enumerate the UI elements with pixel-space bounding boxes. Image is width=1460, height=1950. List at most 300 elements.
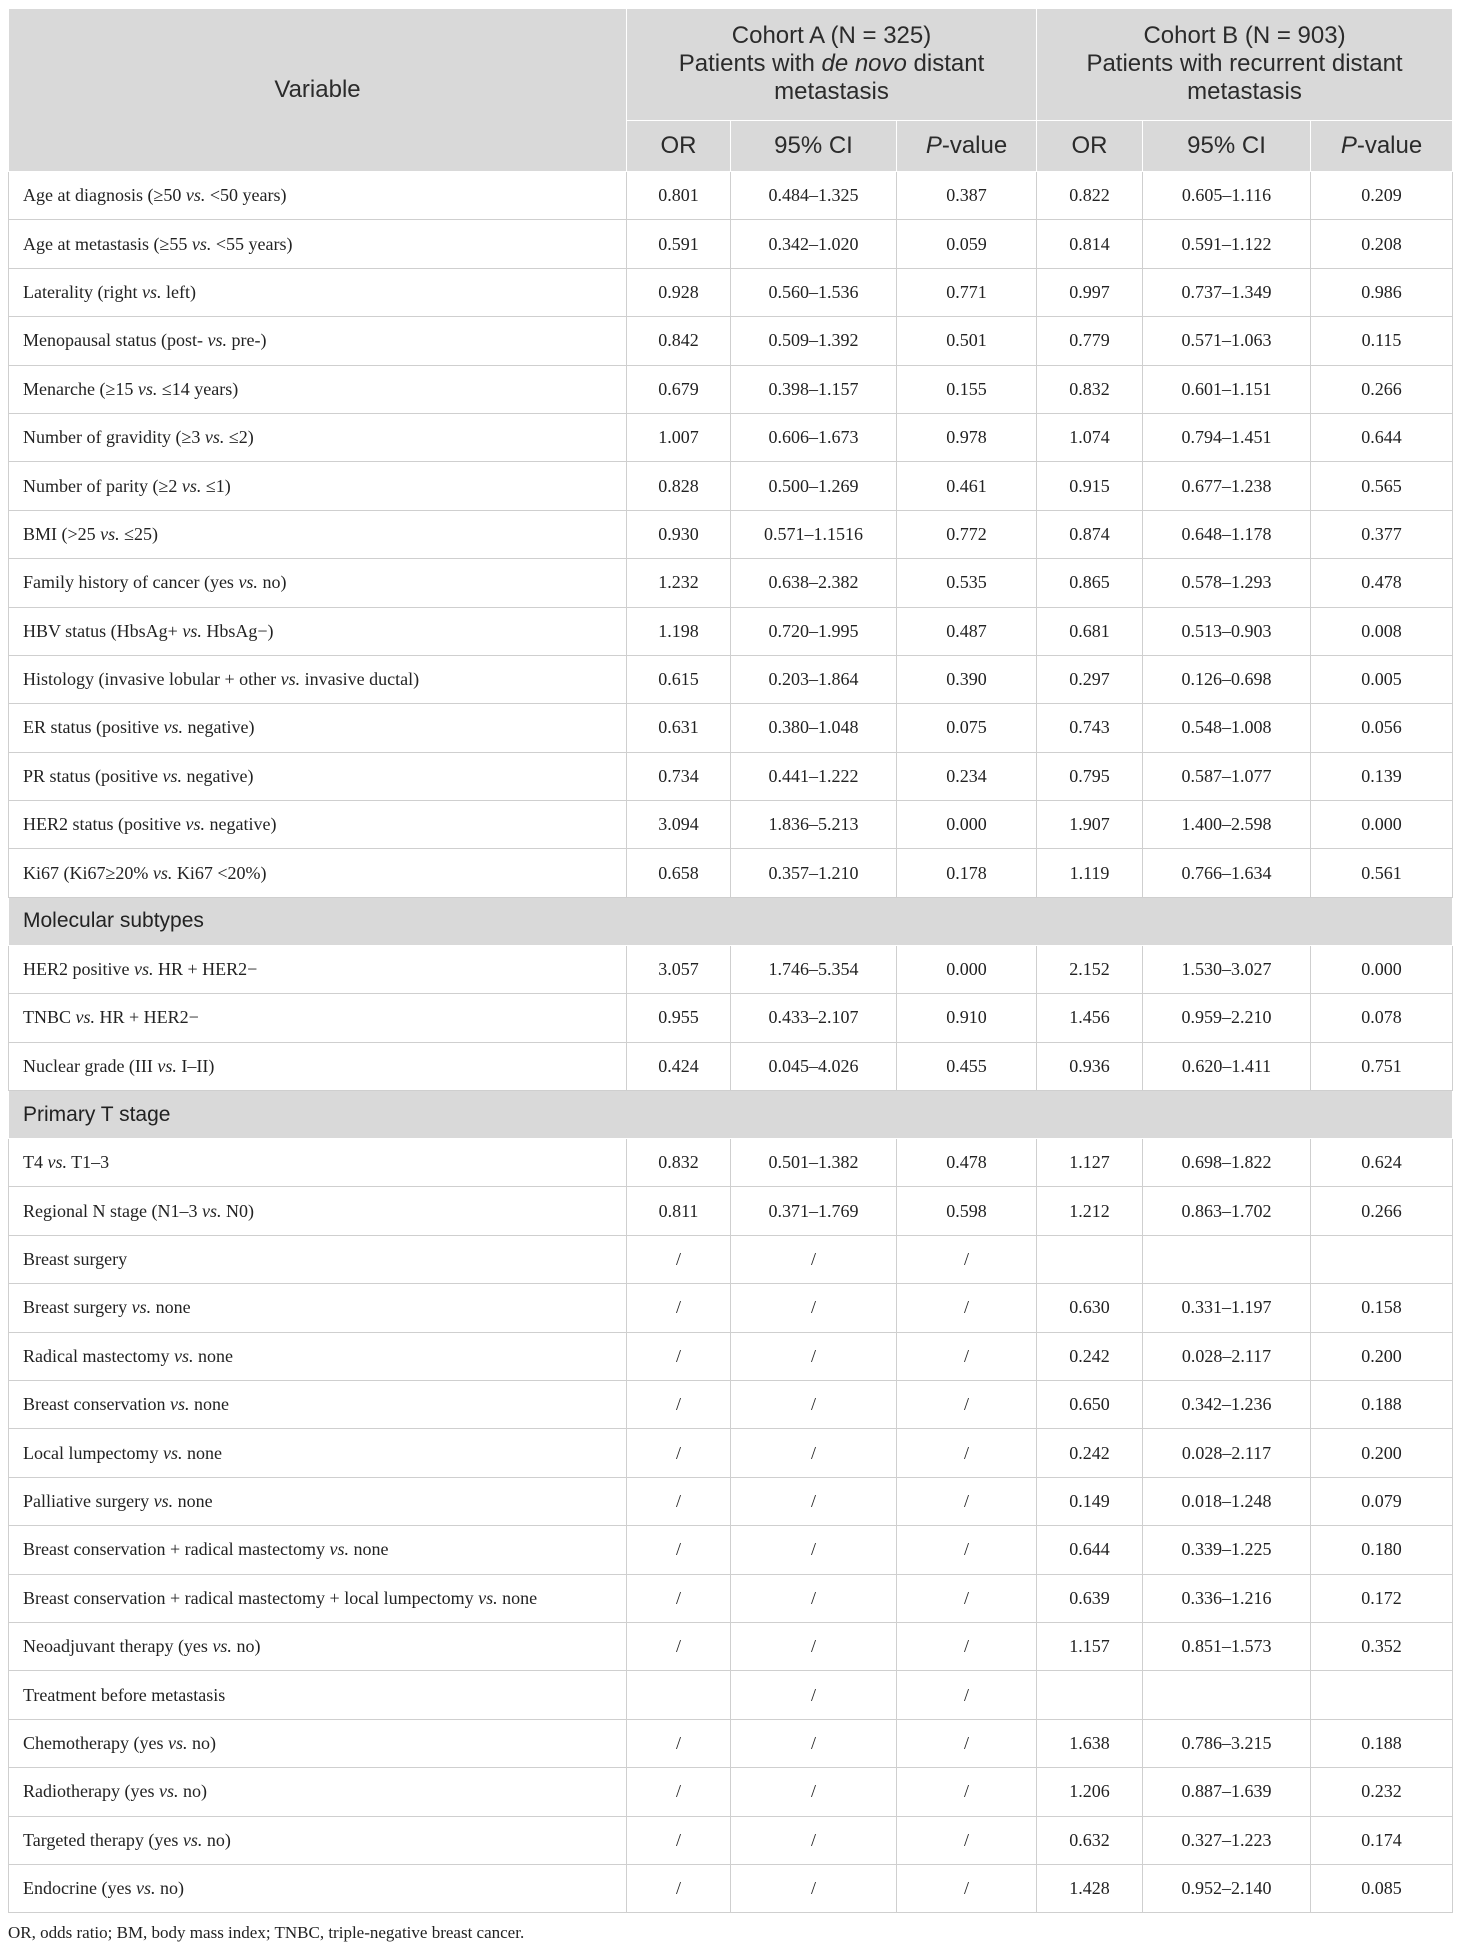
results-table: [8, 8, 1453, 1913]
table-row: [9, 317, 1453, 365]
a-ci-cell: /: [731, 1526, 897, 1574]
b-ci-cell: 0.126–0.698: [1143, 655, 1311, 703]
table-row: [9, 1719, 1453, 1767]
b-ci-cell: 0.327–1.223: [1143, 1816, 1311, 1864]
b-p-cell: 0.174: [1311, 1816, 1453, 1864]
b-p-cell: 0.008: [1311, 607, 1453, 655]
a-p-cell: 0.000: [897, 945, 1037, 993]
variable-cell: HBV status (HbsAg+ vs. HbsAg−): [9, 607, 627, 655]
b-ci-cell: 1.400–2.598: [1143, 801, 1311, 849]
table-row: [9, 1622, 1453, 1670]
a-ci-cell: 0.571–1.1516: [731, 510, 897, 558]
b-p-cell: 0.180: [1311, 1526, 1453, 1574]
a-p-cell: 0.075: [897, 704, 1037, 752]
a-p-cell: 0.910: [897, 994, 1037, 1042]
a-or-cell: 0.828: [627, 462, 731, 510]
a-ci-cell: 0.380–1.048: [731, 704, 897, 752]
b-p-cell: 0.986: [1311, 268, 1453, 316]
table-row: [9, 220, 1453, 268]
b-p-cell: 0.158: [1311, 1284, 1453, 1332]
b-or-cell: 1.638: [1037, 1719, 1143, 1767]
b-or-cell: 1.428: [1037, 1864, 1143, 1912]
b-p-cell: 0.209: [1311, 172, 1453, 220]
cohort-a-subtitle-line3: metastasis: [774, 78, 889, 106]
a-or-cell: 3.094: [627, 801, 731, 849]
a-or-cell: 0.842: [627, 317, 731, 365]
b-or-cell: 0.865: [1037, 559, 1143, 607]
b-p-cell: 0.751: [1311, 1042, 1453, 1090]
b-or-cell: 1.119: [1037, 849, 1143, 897]
b-or-cell: 0.297: [1037, 655, 1143, 703]
b-or-cell: 0.779: [1037, 317, 1143, 365]
table-row: [9, 994, 1453, 1042]
a-ci-cell: 0.720–1.995: [731, 607, 897, 655]
b-p-cell: 0.208: [1311, 220, 1453, 268]
b-or-cell: 0.795: [1037, 752, 1143, 800]
footnote: OR, odds ratio; BM, body mass index; TNBC, triple-negative breast cancer.: [8, 1923, 525, 1943]
table-row: [9, 1526, 1453, 1574]
table-row: [9, 510, 1453, 558]
b-or-cell: 0.874: [1037, 510, 1143, 558]
b-ci-cell: 0.952–2.140: [1143, 1864, 1311, 1912]
section-label: Primary T stage: [9, 1091, 1453, 1139]
header-a-or: OR: [627, 120, 731, 171]
table-row: [9, 801, 1453, 849]
table-row: [9, 1671, 1453, 1719]
a-or-cell: /: [627, 1526, 731, 1574]
b-or-cell: 0.814: [1037, 220, 1143, 268]
b-p-cell: 0.377: [1311, 510, 1453, 558]
header-cohort-b: [1037, 9, 1453, 121]
variable-cell: Breast conservation + radical mastectomy vs. none: [9, 1526, 627, 1574]
b-p-cell: 0.115: [1311, 317, 1453, 365]
b-ci-cell: 0.571–1.063: [1143, 317, 1311, 365]
variable-cell: Breast surgery: [9, 1235, 627, 1283]
a-or-cell: 0.811: [627, 1187, 731, 1235]
b-p-cell: 0.624: [1311, 1139, 1453, 1187]
a-or-cell: 1.198: [627, 607, 731, 655]
a-or-cell: /: [627, 1332, 731, 1380]
a-p-cell: 0.390: [897, 655, 1037, 703]
a-p-cell: /: [897, 1235, 1037, 1283]
variable-cell: HER2 status (positive vs. negative): [9, 801, 627, 849]
b-p-cell: 0.079: [1311, 1477, 1453, 1525]
b-or-cell: 0.644: [1037, 1526, 1143, 1574]
header-b-or: OR: [1037, 120, 1143, 171]
b-p-cell: 0.172: [1311, 1574, 1453, 1622]
a-ci-cell: 0.433–2.107: [731, 994, 897, 1042]
a-or-cell: /: [627, 1816, 731, 1864]
b-p-cell: 0.478: [1311, 559, 1453, 607]
a-ci-cell: 0.203–1.864: [731, 655, 897, 703]
b-or-cell: 0.681: [1037, 607, 1143, 655]
table-row: [9, 172, 1453, 220]
b-or-cell: 0.743: [1037, 704, 1143, 752]
table-row: [9, 945, 1453, 993]
a-p-cell: /: [897, 1719, 1037, 1767]
header-variable: Variable: [9, 9, 627, 172]
a-p-cell: 0.771: [897, 268, 1037, 316]
table-row: [9, 752, 1453, 800]
b-ci-cell: 0.677–1.238: [1143, 462, 1311, 510]
b-ci-cell: 0.587–1.077: [1143, 752, 1311, 800]
cohort-b-subtitle-line3: metastasis: [1187, 78, 1302, 106]
a-p-cell: 0.000: [897, 801, 1037, 849]
a-ci-cell: /: [731, 1622, 897, 1670]
a-ci-cell: /: [731, 1332, 897, 1380]
b-or-cell: 0.832: [1037, 365, 1143, 413]
b-p-cell: 0.078: [1311, 994, 1453, 1042]
table-row: [9, 849, 1453, 897]
b-or-cell: 1.157: [1037, 1622, 1143, 1670]
table-row: [9, 1187, 1453, 1235]
a-ci-cell: 0.342–1.020: [731, 220, 897, 268]
variable-cell: Radiotherapy (yes vs. no): [9, 1768, 627, 1816]
cohort-a-subtitle-em: de novo: [821, 50, 907, 78]
b-ci-cell: 0.018–1.248: [1143, 1477, 1311, 1525]
variable-cell: Family history of cancer (yes vs. no): [9, 559, 627, 607]
b-or-cell: 0.149: [1037, 1477, 1143, 1525]
b-or-cell: 1.456: [1037, 994, 1143, 1042]
variable-cell: Age at metastasis (≥55 vs. <55 years): [9, 220, 627, 268]
a-or-cell: 0.679: [627, 365, 731, 413]
header-b-p-em: P: [1340, 131, 1357, 159]
a-ci-cell: 0.638–2.382: [731, 559, 897, 607]
a-ci-cell: /: [731, 1380, 897, 1428]
b-or-cell: [1037, 1671, 1143, 1719]
b-ci-cell: 0.786–3.215: [1143, 1719, 1311, 1767]
b-or-cell: 1.127: [1037, 1139, 1143, 1187]
b-ci-cell: 0.548–1.008: [1143, 704, 1311, 752]
b-p-cell: [1311, 1671, 1453, 1719]
b-ci-cell: 0.028–2.117: [1143, 1332, 1311, 1380]
a-or-cell: [627, 1671, 731, 1719]
a-p-cell: /: [897, 1816, 1037, 1864]
a-or-cell: 0.734: [627, 752, 731, 800]
b-or-cell: 0.242: [1037, 1429, 1143, 1477]
b-ci-cell: 0.513–0.903: [1143, 607, 1311, 655]
a-or-cell: 0.832: [627, 1139, 731, 1187]
variable-cell: Breast surgery vs. none: [9, 1284, 627, 1332]
cohort-b-subtitle: Patients with recurrent distant: [1086, 50, 1403, 78]
a-p-cell: /: [897, 1622, 1037, 1670]
variable-cell: Neoadjuvant therapy (yes vs. no): [9, 1622, 627, 1670]
a-p-cell: 0.978: [897, 413, 1037, 461]
b-or-cell: 1.907: [1037, 801, 1143, 849]
a-ci-cell: 0.371–1.769: [731, 1187, 897, 1235]
a-or-cell: /: [627, 1622, 731, 1670]
b-p-cell: 0.266: [1311, 365, 1453, 413]
table-row: [9, 1429, 1453, 1477]
variable-cell: Menarche (≥15 vs. ≤14 years): [9, 365, 627, 413]
a-or-cell: 0.615: [627, 655, 731, 703]
a-or-cell: 0.955: [627, 994, 731, 1042]
a-p-cell: 0.487: [897, 607, 1037, 655]
section-row: [9, 897, 1453, 945]
header-a-ci: 95% CI: [731, 120, 897, 171]
header-cohort-a: [627, 9, 1037, 121]
a-p-cell: 0.598: [897, 1187, 1037, 1235]
table-row: [9, 1864, 1453, 1912]
b-or-cell: 0.650: [1037, 1380, 1143, 1428]
a-or-cell: /: [627, 1284, 731, 1332]
b-ci-cell: [1143, 1671, 1311, 1719]
variable-cell: HER2 positive vs. HR + HER2−: [9, 945, 627, 993]
variable-cell: Palliative surgery vs. none: [9, 1477, 627, 1525]
variable-cell: Breast conservation + radical mastectomy + local lumpectomy vs. none: [9, 1574, 627, 1622]
b-or-cell: 1.206: [1037, 1768, 1143, 1816]
a-ci-cell: /: [731, 1284, 897, 1332]
b-ci-cell: 0.339–1.225: [1143, 1526, 1311, 1574]
b-ci-cell: 0.028–2.117: [1143, 1429, 1311, 1477]
b-ci-cell: 0.601–1.151: [1143, 365, 1311, 413]
b-ci-cell: [1143, 1235, 1311, 1283]
a-p-cell: /: [897, 1768, 1037, 1816]
b-ci-cell: 1.530–3.027: [1143, 945, 1311, 993]
b-or-cell: 0.242: [1037, 1332, 1143, 1380]
a-ci-cell: 0.501–1.382: [731, 1139, 897, 1187]
b-ci-cell: 0.794–1.451: [1143, 413, 1311, 461]
a-p-cell: 0.455: [897, 1042, 1037, 1090]
b-p-cell: 0.188: [1311, 1719, 1453, 1767]
variable-cell: Number of parity (≥2 vs. ≤1): [9, 462, 627, 510]
a-p-cell: /: [897, 1380, 1037, 1428]
b-ci-cell: 0.336–1.216: [1143, 1574, 1311, 1622]
cohort-a-subtitle: [627, 50, 1036, 78]
header-a-p-rest: -value: [941, 131, 1008, 159]
table-row: [9, 607, 1453, 655]
a-ci-cell: 1.836–5.213: [731, 801, 897, 849]
a-or-cell: 0.930: [627, 510, 731, 558]
a-p-cell: 0.059: [897, 220, 1037, 268]
a-or-cell: 0.928: [627, 268, 731, 316]
table-row: [9, 1235, 1453, 1283]
b-or-cell: [1037, 1235, 1143, 1283]
a-p-cell: /: [897, 1332, 1037, 1380]
header-b-p-rest: -value: [1356, 131, 1423, 159]
table-row: [9, 365, 1453, 413]
b-or-cell: 0.630: [1037, 1284, 1143, 1332]
a-p-cell: 0.478: [897, 1139, 1037, 1187]
variable-cell: Breast conservation vs. none: [9, 1380, 627, 1428]
b-ci-cell: 0.331–1.197: [1143, 1284, 1311, 1332]
a-ci-cell: 0.398–1.157: [731, 365, 897, 413]
b-p-cell: 0.000: [1311, 945, 1453, 993]
a-ci-cell: 0.606–1.673: [731, 413, 897, 461]
table-row: [9, 559, 1453, 607]
b-p-cell: 0.005: [1311, 655, 1453, 703]
a-ci-cell: 0.509–1.392: [731, 317, 897, 365]
b-or-cell: 0.915: [1037, 462, 1143, 510]
header-b-p: [1311, 120, 1453, 171]
variable-cell: Nuclear grade (III vs. I–II): [9, 1042, 627, 1090]
b-p-cell: 0.232: [1311, 1768, 1453, 1816]
a-or-cell: /: [627, 1719, 731, 1767]
b-or-cell: 0.822: [1037, 172, 1143, 220]
b-or-cell: 2.152: [1037, 945, 1143, 993]
b-ci-cell: 0.591–1.122: [1143, 220, 1311, 268]
a-ci-cell: /: [731, 1864, 897, 1912]
b-p-cell: 0.352: [1311, 1622, 1453, 1670]
variable-cell: Targeted therapy (yes vs. no): [9, 1816, 627, 1864]
a-ci-cell: 0.045–4.026: [731, 1042, 897, 1090]
a-p-cell: 0.772: [897, 510, 1037, 558]
cohort-a-subtitle-pre: Patients with: [678, 50, 822, 78]
variable-cell: Regional N stage (N1–3 vs. N0): [9, 1187, 627, 1235]
a-p-cell: /: [897, 1284, 1037, 1332]
b-or-cell: 0.639: [1037, 1574, 1143, 1622]
table-row: [9, 1139, 1453, 1187]
a-p-cell: /: [897, 1526, 1037, 1574]
table-row: [9, 462, 1453, 510]
table-row: [9, 268, 1453, 316]
b-ci-cell: 0.737–1.349: [1143, 268, 1311, 316]
a-p-cell: 0.501: [897, 317, 1037, 365]
a-or-cell: /: [627, 1477, 731, 1525]
table-container: [8, 8, 1452, 1943]
b-p-cell: 0.644: [1311, 413, 1453, 461]
table-row: [9, 1332, 1453, 1380]
header-a-p-em: P: [925, 131, 942, 159]
table-row: [9, 655, 1453, 703]
b-ci-cell: 0.698–1.822: [1143, 1139, 1311, 1187]
a-ci-cell: 0.560–1.536: [731, 268, 897, 316]
cohort-a-title: Cohort A (N = 325): [731, 22, 932, 50]
variable-cell: BMI (>25 vs. ≤25): [9, 510, 627, 558]
table-row: [9, 1380, 1453, 1428]
variable-cell: Histology (invasive lobular + other vs. invasive ductal): [9, 655, 627, 703]
a-or-cell: /: [627, 1864, 731, 1912]
b-p-cell: 0.266: [1311, 1187, 1453, 1235]
section-label: Molecular subtypes: [9, 897, 1453, 945]
a-p-cell: 0.155: [897, 365, 1037, 413]
b-ci-cell: 0.863–1.702: [1143, 1187, 1311, 1235]
b-or-cell: 1.074: [1037, 413, 1143, 461]
variable-cell: ER status (positive vs. negative): [9, 704, 627, 752]
a-or-cell: 1.232: [627, 559, 731, 607]
table-row: [9, 1574, 1453, 1622]
b-p-cell: 0.056: [1311, 704, 1453, 752]
b-p-cell: 0.085: [1311, 1864, 1453, 1912]
a-ci-cell: /: [731, 1671, 897, 1719]
variable-cell: Age at diagnosis (≥50 vs. <50 years): [9, 172, 627, 220]
b-p-cell: 0.000: [1311, 801, 1453, 849]
cohort-a-subtitle-post: distant: [906, 50, 985, 78]
b-p-cell: [1311, 1235, 1453, 1283]
variable-cell: Number of gravidity (≥3 vs. ≤2): [9, 413, 627, 461]
b-p-cell: 0.139: [1311, 752, 1453, 800]
table-row: [9, 1477, 1453, 1525]
a-ci-cell: /: [731, 1574, 897, 1622]
a-or-cell: 0.631: [627, 704, 731, 752]
b-or-cell: 0.997: [1037, 268, 1143, 316]
a-or-cell: 0.591: [627, 220, 731, 268]
variable-cell: Radical mastectomy vs. none: [9, 1332, 627, 1380]
a-ci-cell: 0.484–1.325: [731, 172, 897, 220]
a-ci-cell: /: [731, 1429, 897, 1477]
b-p-cell: 0.200: [1311, 1429, 1453, 1477]
a-ci-cell: 1.746–5.354: [731, 945, 897, 993]
table-row: [9, 1042, 1453, 1090]
a-p-cell: 0.535: [897, 559, 1037, 607]
table-row: [9, 1768, 1453, 1816]
a-p-cell: /: [897, 1574, 1037, 1622]
b-or-cell: 0.632: [1037, 1816, 1143, 1864]
b-or-cell: 0.936: [1037, 1042, 1143, 1090]
b-ci-cell: 0.851–1.573: [1143, 1622, 1311, 1670]
a-ci-cell: 0.441–1.222: [731, 752, 897, 800]
b-ci-cell: 0.342–1.236: [1143, 1380, 1311, 1428]
a-ci-cell: /: [731, 1477, 897, 1525]
a-ci-cell: 0.500–1.269: [731, 462, 897, 510]
a-or-cell: 1.007: [627, 413, 731, 461]
a-ci-cell: /: [731, 1816, 897, 1864]
a-or-cell: /: [627, 1768, 731, 1816]
a-p-cell: /: [897, 1671, 1037, 1719]
a-or-cell: 0.424: [627, 1042, 731, 1090]
b-ci-cell: 0.578–1.293: [1143, 559, 1311, 607]
a-ci-cell: 0.357–1.210: [731, 849, 897, 897]
b-p-cell: 0.188: [1311, 1380, 1453, 1428]
b-p-cell: 0.565: [1311, 462, 1453, 510]
b-or-cell: 1.212: [1037, 1187, 1143, 1235]
a-or-cell: /: [627, 1429, 731, 1477]
a-p-cell: 0.178: [897, 849, 1037, 897]
b-ci-cell: 0.605–1.116: [1143, 172, 1311, 220]
header-b-ci: 95% CI: [1143, 120, 1311, 171]
a-or-cell: /: [627, 1380, 731, 1428]
b-ci-cell: 0.648–1.178: [1143, 510, 1311, 558]
variable-cell: T4 vs. T1–3: [9, 1139, 627, 1187]
b-p-cell: 0.561: [1311, 849, 1453, 897]
b-ci-cell: 0.959–2.210: [1143, 994, 1311, 1042]
header-a-p: [897, 120, 1037, 171]
variable-cell: Local lumpectomy vs. none: [9, 1429, 627, 1477]
a-or-cell: 0.658: [627, 849, 731, 897]
a-p-cell: 0.461: [897, 462, 1037, 510]
a-p-cell: 0.234: [897, 752, 1037, 800]
section-row: [9, 1091, 1453, 1139]
a-or-cell: /: [627, 1574, 731, 1622]
a-or-cell: /: [627, 1235, 731, 1283]
variable-cell: PR status (positive vs. negative): [9, 752, 627, 800]
a-ci-cell: /: [731, 1719, 897, 1767]
table-row: [9, 1284, 1453, 1332]
table-row: [9, 704, 1453, 752]
variable-cell: TNBC vs. HR + HER2−: [9, 994, 627, 1042]
variable-cell: Menopausal status (post- vs. pre-): [9, 317, 627, 365]
variable-cell: Treatment before metastasis: [9, 1671, 627, 1719]
table-row: [9, 413, 1453, 461]
variable-cell: Chemotherapy (yes vs. no): [9, 1719, 627, 1767]
b-p-cell: 0.200: [1311, 1332, 1453, 1380]
b-ci-cell: 0.620–1.411: [1143, 1042, 1311, 1090]
a-p-cell: 0.387: [897, 172, 1037, 220]
a-or-cell: 3.057: [627, 945, 731, 993]
variable-cell: Laterality (right vs. left): [9, 268, 627, 316]
variable-cell: Endocrine (yes vs. no): [9, 1864, 627, 1912]
a-p-cell: /: [897, 1429, 1037, 1477]
cohort-b-title: Cohort B (N = 903): [1143, 22, 1346, 50]
a-p-cell: /: [897, 1477, 1037, 1525]
a-ci-cell: /: [731, 1235, 897, 1283]
a-ci-cell: /: [731, 1768, 897, 1816]
table-row: [9, 1816, 1453, 1864]
b-ci-cell: 0.766–1.634: [1143, 849, 1311, 897]
table-body: [9, 172, 1453, 1913]
variable-cell: Ki67 (Ki67≥20% vs. Ki67 <20%): [9, 849, 627, 897]
b-ci-cell: 0.887–1.639: [1143, 1768, 1311, 1816]
